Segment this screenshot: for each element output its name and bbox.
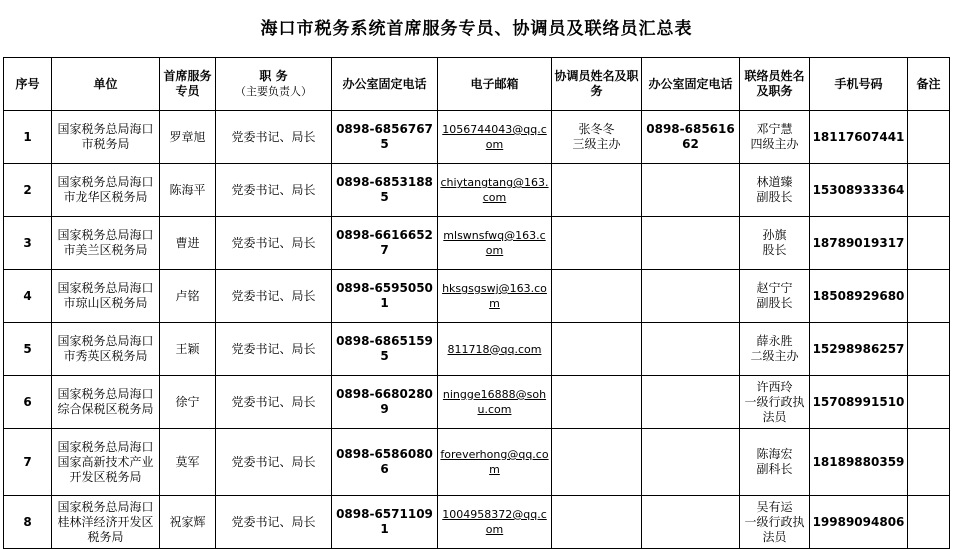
- header-position: [216, 58, 332, 111]
- cell-position: 党委书记、局长: [216, 270, 332, 323]
- cell-seq: 4: [4, 270, 52, 323]
- cell-position: 党委书记、局长: [216, 429, 332, 496]
- cell-coord-tel: [642, 376, 740, 429]
- table-row: [4, 376, 950, 429]
- cell-chief: 王颖: [160, 323, 216, 376]
- cell-chief: 祝家辉: [160, 496, 216, 549]
- header-position-sub: （主要负责人）: [235, 85, 312, 98]
- cell-office-tel: 0898-65950501: [332, 270, 438, 323]
- cell-remark: [908, 323, 950, 376]
- cell-position: 党委书记、局长: [216, 164, 332, 217]
- cell-unit: 国家税务总局海口综合保税区税务局: [52, 376, 160, 429]
- cell-unit: 国家税务总局海口桂林洋经济开发区税务局: [52, 496, 160, 549]
- cell-chief: 莫军: [160, 429, 216, 496]
- cell-office-tel: 0898-68531885: [332, 164, 438, 217]
- cell-liaison: 孙旗 股长: [740, 217, 810, 270]
- header-chief: 首席服务专员: [160, 58, 216, 111]
- cell-chief: 罗章旭: [160, 111, 216, 164]
- cell-coord-tel: [642, 164, 740, 217]
- cell-liaison: 赵宁宁 副股长: [740, 270, 810, 323]
- table-row: [4, 496, 950, 549]
- page-title: 海口市税务系统首席服务专员、协调员及联络员汇总表: [260, 19, 693, 39]
- cell-liaison: 邓宁慧 四级主办: [740, 111, 810, 164]
- cell-position: 党委书记、局长: [216, 376, 332, 429]
- cell-mobile: 15708991510: [810, 376, 908, 429]
- cell-email[interactable]: 1004958372@qq.com: [438, 496, 552, 549]
- cell-seq: 3: [4, 217, 52, 270]
- cell-email[interactable]: 811718@qq.com: [438, 323, 552, 376]
- cell-position: 党委书记、局长: [216, 111, 332, 164]
- cell-email[interactable]: 1056744043@qq.com: [438, 111, 552, 164]
- cell-liaison: 陈海宏 副科长: [740, 429, 810, 496]
- header-seq: 序号: [4, 58, 52, 111]
- cell-office-tel: 0898-68651595: [332, 323, 438, 376]
- cell-mobile: 18789019317: [810, 217, 908, 270]
- cell-liaison: 薛永胜 二级主办: [740, 323, 810, 376]
- cell-email[interactable]: foreverhong@qq.com: [438, 429, 552, 496]
- cell-chief: 卢铭: [160, 270, 216, 323]
- cell-email[interactable]: mlswnsfwq@163.com: [438, 217, 552, 270]
- header-coord-tel: 办公室固定电话: [642, 58, 740, 111]
- table-row: [4, 429, 950, 496]
- contact-table: [3, 57, 950, 549]
- cell-liaison: 许西玲 一级行政执法员: [740, 376, 810, 429]
- cell-coordinator: [552, 496, 642, 549]
- cell-remark: [908, 111, 950, 164]
- header-unit: 单位: [52, 58, 160, 111]
- cell-mobile: 18508929680: [810, 270, 908, 323]
- cell-liaison: 吴有运 一级行政执法员: [740, 496, 810, 549]
- cell-office-tel: 0898-68567675: [332, 111, 438, 164]
- cell-seq: 1: [4, 111, 52, 164]
- cell-position: 党委书记、局长: [216, 323, 332, 376]
- cell-unit: 国家税务总局海口国家高新技术产业开发区税务局: [52, 429, 160, 496]
- cell-seq: 7: [4, 429, 52, 496]
- cell-liaison: 林道臻 副股长: [740, 164, 810, 217]
- cell-office-tel: 0898-65711091: [332, 496, 438, 549]
- cell-office-tel: 0898-65860806: [332, 429, 438, 496]
- cell-seq: 2: [4, 164, 52, 217]
- cell-email[interactable]: ningge16888@sohu.com: [438, 376, 552, 429]
- cell-remark: [908, 270, 950, 323]
- cell-chief: 陈海平: [160, 164, 216, 217]
- cell-coordinator: [552, 217, 642, 270]
- table-row: [4, 164, 950, 217]
- header-position-label: 职 务: [259, 69, 288, 83]
- cell-remark: [908, 429, 950, 496]
- cell-mobile: 15298986257: [810, 323, 908, 376]
- cell-chief: 曹进: [160, 217, 216, 270]
- cell-coord-tel: [642, 270, 740, 323]
- table-row: [4, 111, 950, 164]
- cell-position: 党委书记、局长: [216, 496, 332, 549]
- header-email: 电子邮箱: [438, 58, 552, 111]
- cell-remark: [908, 217, 950, 270]
- cell-unit: 国家税务总局海口市龙华区税务局: [52, 164, 160, 217]
- header-remark: 备注: [908, 58, 950, 111]
- cell-office-tel: 0898-66166527: [332, 217, 438, 270]
- cell-mobile: 18117607441: [810, 111, 908, 164]
- cell-unit: 国家税务总局海口市税务局: [52, 111, 160, 164]
- cell-coordinator: [552, 323, 642, 376]
- cell-coordinator: [552, 164, 642, 217]
- cell-unit: 国家税务总局海口市琼山区税务局: [52, 270, 160, 323]
- cell-office-tel: 0898-66802809: [332, 376, 438, 429]
- cell-mobile: 15308933364: [810, 164, 908, 217]
- cell-coord-tel: [642, 217, 740, 270]
- cell-remark: [908, 496, 950, 549]
- cell-coordinator: 张冬冬 三级主办: [552, 111, 642, 164]
- table-row: [4, 270, 950, 323]
- cell-seq: 6: [4, 376, 52, 429]
- cell-chief: 徐宁: [160, 376, 216, 429]
- cell-coordinator: [552, 270, 642, 323]
- cell-coord-tel: 0898-68561662: [642, 111, 740, 164]
- cell-seq: 5: [4, 323, 52, 376]
- cell-email[interactable]: hksgsgswj@163.com: [438, 270, 552, 323]
- header-office-tel: 办公室固定电话: [332, 58, 438, 111]
- cell-coordinator: [552, 376, 642, 429]
- header-liaison: 联络员姓名及职务: [740, 58, 810, 111]
- table-row: [4, 217, 950, 270]
- cell-mobile: 18189880359: [810, 429, 908, 496]
- header-coordinator: 协调员姓名及职务: [552, 58, 642, 111]
- cell-seq: 8: [4, 496, 52, 549]
- table-row: [4, 323, 950, 376]
- cell-coordinator: [552, 429, 642, 496]
- cell-remark: [908, 376, 950, 429]
- cell-coord-tel: [642, 429, 740, 496]
- cell-remark: [908, 164, 950, 217]
- cell-position: 党委书记、局长: [216, 217, 332, 270]
- header-mobile: 手机号码: [810, 58, 908, 111]
- cell-email[interactable]: chiytangtang@163.com: [438, 164, 552, 217]
- header-row: [4, 58, 950, 111]
- cell-unit: 国家税务总局海口市秀英区税务局: [52, 323, 160, 376]
- cell-coord-tel: [642, 323, 740, 376]
- cell-coord-tel: [642, 496, 740, 549]
- cell-unit: 国家税务总局海口市美兰区税务局: [52, 217, 160, 270]
- cell-mobile: 19989094806: [810, 496, 908, 549]
